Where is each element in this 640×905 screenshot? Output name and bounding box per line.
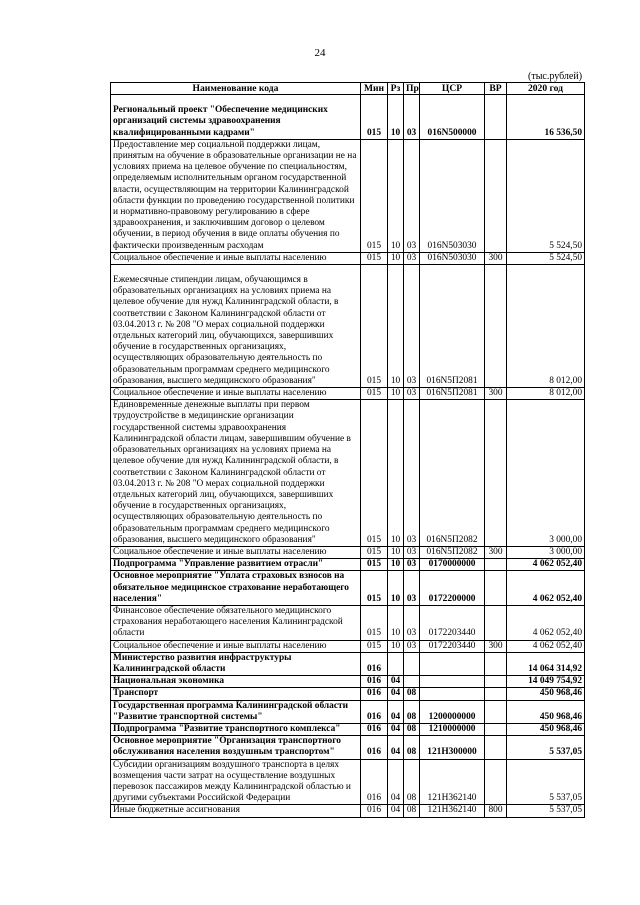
vr-cell: 300 — [485, 252, 507, 264]
min-cell: 016 — [361, 700, 388, 723]
pr-cell: 08 — [404, 736, 420, 759]
row-name: Иные бюджетные ассигнования — [111, 805, 361, 817]
row-name: Единовременные денежные выплаты при первом трудоустройстве в медицинские организации государственной системы здравоохранения Калининградской области лицам, завершившим обучение в образовательных организациях на условиях приема на целевое обучение для нужд Калининградской области, в соответствии с Законом Калининградской области от 03.04.2013 г. № 208 "О мерах социальной поддержки отдельных категорий лиц, обучающихся, завершивших обучение в государственных организациях, осуществляющих образовательную деятельность по образовательным программам среднего медицинского образования, высшего медицинского образования" — [111, 400, 361, 547]
min-cell: 015 — [361, 546, 388, 558]
vr-cell — [485, 676, 507, 688]
min-cell: 016 — [361, 805, 388, 817]
units-label: (тыс.рублей) — [528, 71, 583, 82]
column-header: 2020 год — [507, 83, 585, 95]
pr-cell: 08 — [404, 688, 420, 700]
rz-cell: 10 — [388, 252, 404, 264]
min-cell: 015 — [361, 139, 388, 252]
csr-cell: 016N503030 — [420, 252, 485, 264]
pr-cell: 03 — [404, 546, 420, 558]
table-row — [111, 139, 585, 252]
vr-cell — [485, 571, 507, 606]
pr-cell: 03 — [404, 400, 420, 547]
table-row — [111, 723, 585, 735]
rz-cell: 10 — [388, 571, 404, 606]
pr-cell: 03 — [404, 252, 420, 264]
row-name: Социальное обеспечение и иные выплаты населению — [111, 252, 361, 264]
csr-cell: 016N5П2081 — [420, 388, 485, 400]
rz-cell: 10 — [388, 605, 404, 640]
amount-cell: 4 062 052,40 — [507, 571, 585, 606]
amount-cell: 8 012,00 — [507, 265, 585, 388]
rz-cell: 10 — [388, 546, 404, 558]
column-header: Пр — [404, 83, 420, 95]
vr-cell — [485, 736, 507, 759]
table-row — [111, 388, 585, 400]
amount-cell: 5 524,50 — [507, 252, 585, 264]
table-row — [111, 676, 585, 688]
min-cell: 016 — [361, 652, 388, 675]
vr-cell — [485, 723, 507, 735]
min-cell: 015 — [361, 605, 388, 640]
budget-table — [110, 82, 585, 818]
min-cell: 015 — [361, 388, 388, 400]
column-header: Мин — [361, 83, 388, 95]
rz-cell — [388, 652, 404, 675]
vr-cell: 300 — [485, 640, 507, 652]
table-row — [111, 640, 585, 652]
table-row — [111, 265, 585, 388]
min-cell: 015 — [361, 95, 388, 140]
pr-cell: 08 — [404, 805, 420, 817]
row-name: Государственная программа Калининградской области "Развитие транспортной системы" — [111, 700, 361, 723]
rz-cell: 04 — [388, 676, 404, 688]
min-cell: 016 — [361, 736, 388, 759]
table-row — [111, 736, 585, 759]
vr-cell — [485, 605, 507, 640]
amount-cell: 14 049 754,92 — [507, 676, 585, 688]
vr-cell — [485, 759, 507, 805]
vr-cell — [485, 95, 507, 140]
column-header: ЦСР — [420, 83, 485, 95]
amount-cell: 450 968,46 — [507, 700, 585, 723]
min-cell: 015 — [361, 640, 388, 652]
amount-cell: 4 062 052,40 — [507, 559, 585, 571]
table-row — [111, 546, 585, 558]
pr-cell: 08 — [404, 759, 420, 805]
pr-cell: 03 — [404, 265, 420, 388]
rz-cell: 10 — [388, 400, 404, 547]
csr-cell: 016N5П2082 — [420, 400, 485, 547]
vr-cell — [485, 400, 507, 547]
vr-cell: 300 — [485, 388, 507, 400]
min-cell: 015 — [361, 571, 388, 606]
table-row — [111, 700, 585, 723]
csr-cell — [420, 652, 485, 675]
min-cell: 016 — [361, 723, 388, 735]
table-row — [111, 805, 585, 817]
rz-cell: 04 — [388, 688, 404, 700]
table-row — [111, 571, 585, 606]
column-header: ВР — [485, 83, 507, 95]
amount-cell: 4 062 052,40 — [507, 640, 585, 652]
table-row — [111, 400, 585, 547]
table-row — [111, 759, 585, 805]
amount-cell: 16 536,50 — [507, 95, 585, 140]
table-row — [111, 252, 585, 264]
table-row — [111, 95, 585, 140]
rz-cell: 04 — [388, 723, 404, 735]
csr-cell: 121Н362140 — [420, 805, 485, 817]
csr-cell: 016N5П2082 — [420, 546, 485, 558]
amount-cell: 4 062 052,40 — [507, 605, 585, 640]
csr-cell: 0172203440 — [420, 640, 485, 652]
csr-cell: 0172200000 — [420, 571, 485, 606]
vr-cell — [485, 700, 507, 723]
min-cell: 015 — [361, 252, 388, 264]
csr-cell: 1200000000 — [420, 700, 485, 723]
pr-cell: 03 — [404, 559, 420, 571]
vr-cell — [485, 688, 507, 700]
csr-cell: 0172203440 — [420, 605, 485, 640]
vr-cell — [485, 559, 507, 571]
vr-cell: 800 — [485, 805, 507, 817]
amount-cell: 5 524,50 — [507, 139, 585, 252]
pr-cell: 08 — [404, 723, 420, 735]
min-cell: 015 — [361, 265, 388, 388]
row-name: Подпрограмма "Развитие транспортного комплекса" — [111, 723, 361, 735]
pr-cell: 03 — [404, 640, 420, 652]
amount-cell: 3 000,00 — [507, 400, 585, 547]
amount-cell: 8 012,00 — [507, 388, 585, 400]
csr-cell — [420, 688, 485, 700]
rz-cell: 04 — [388, 759, 404, 805]
csr-cell — [420, 676, 485, 688]
amount-cell: 14 064 314,92 — [507, 652, 585, 675]
amount-cell: 5 537,05 — [507, 759, 585, 805]
row-name: Социальное обеспечение и иные выплаты населению — [111, 546, 361, 558]
csr-cell: 0170000000 — [420, 559, 485, 571]
rz-cell: 04 — [388, 700, 404, 723]
pr-cell: 03 — [404, 571, 420, 606]
vr-cell — [485, 139, 507, 252]
pr-cell: 03 — [404, 605, 420, 640]
row-name: Подпрограмма "Управление развитием отрасли" — [111, 559, 361, 571]
row-name: Финансовое обеспечение обязательного медицинского страхования неработающего населения Калининградской области — [111, 605, 361, 640]
csr-cell: 121Н300000 — [420, 736, 485, 759]
rz-cell: 10 — [388, 559, 404, 571]
csr-cell: 016N5П2081 — [420, 265, 485, 388]
table-header-row — [111, 83, 585, 95]
min-cell: 015 — [361, 400, 388, 547]
pr-cell: 03 — [404, 139, 420, 252]
pr-cell: 03 — [404, 388, 420, 400]
row-name: Социальное обеспечение и иные выплаты населению — [111, 388, 361, 400]
min-cell: 016 — [361, 759, 388, 805]
amount-cell: 5 537,05 — [507, 736, 585, 759]
row-name: Основное мероприятие "Уплата страховых взносов на обязательное медицинское страхование неработающего населения" — [111, 571, 361, 606]
csr-cell: 121Н362140 — [420, 759, 485, 805]
rz-cell: 10 — [388, 640, 404, 652]
vr-cell — [485, 265, 507, 388]
rz-cell: 10 — [388, 139, 404, 252]
row-name: Региональный проект "Обеспечение медицинских организаций системы здравоохранения квалифицированными кадрами" — [111, 95, 361, 140]
row-name: Транспорт — [111, 688, 361, 700]
csr-cell: 016N500000 — [420, 95, 485, 140]
amount-cell: 3 000,00 — [507, 546, 585, 558]
row-name: Субсидии организациям воздушного транспорта в целях возмещения части затрат на осуществление воздушных перевозок пассажиров между Калининградской областью и другими субъектами Российской Федерации — [111, 759, 361, 805]
row-name: Социальное обеспечение и иные выплаты населению — [111, 640, 361, 652]
csr-cell: 1210000000 — [420, 723, 485, 735]
amount-cell: 5 537,05 — [507, 805, 585, 817]
pr-cell — [404, 652, 420, 675]
amount-cell: 450 968,46 — [507, 688, 585, 700]
row-name: Предоставление мер социальной поддержки лицам, принятым на обучение в образовательные организации не на условиях приема на целевое обучение по специальностям, определяемым исполнительным органом государственной власти, осуществляющим на территории Калининградской области функции по проведению государственной политики и нормативно-правовому регулированию в сфере здравоохранения, и заключившим договор о целевом обучении, в период обучения в виде оплаты обучения по фактически произведенным расходам — [111, 139, 361, 252]
row-name: Министерство развития инфраструктуры Калининградской области — [111, 652, 361, 675]
page-number: 24 — [314, 47, 326, 59]
table-row — [111, 652, 585, 675]
rz-cell: 10 — [388, 388, 404, 400]
rz-cell: 10 — [388, 265, 404, 388]
rz-cell: 10 — [388, 95, 404, 140]
column-header: Рз — [388, 83, 404, 95]
column-header: Наименование кода — [111, 83, 361, 95]
vr-cell — [485, 652, 507, 675]
table-row — [111, 559, 585, 571]
rz-cell: 04 — [388, 805, 404, 817]
amount-cell: 450 968,46 — [507, 723, 585, 735]
min-cell: 016 — [361, 688, 388, 700]
row-name: Ежемесячные стипендии лицам, обучающимся в образовательных организациях на условиях приема на целевое обучение для нужд Калининградской области, в соответствии с Законом Калининградской области от 03.04.2013 г. № 208 "О мерах социальной поддержки отдельных категорий лиц, обучающихся, завершивших обучение в государственных организациях, осуществляющих образовательную деятельность по образовательным программам среднего медицинского образования, высшего медицинского образования" — [111, 265, 361, 388]
csr-cell: 016N503030 — [420, 139, 485, 252]
row-name: Национальная экономика — [111, 676, 361, 688]
row-name: Основное мероприятие "Организация транспортного обслуживания населения воздушным транспортом" — [111, 736, 361, 759]
table-row — [111, 605, 585, 640]
min-cell: 015 — [361, 559, 388, 571]
min-cell: 016 — [361, 676, 388, 688]
pr-cell: 08 — [404, 700, 420, 723]
table-row — [111, 688, 585, 700]
vr-cell: 300 — [485, 546, 507, 558]
pr-cell: 03 — [404, 95, 420, 140]
rz-cell: 04 — [388, 736, 404, 759]
pr-cell — [404, 676, 420, 688]
